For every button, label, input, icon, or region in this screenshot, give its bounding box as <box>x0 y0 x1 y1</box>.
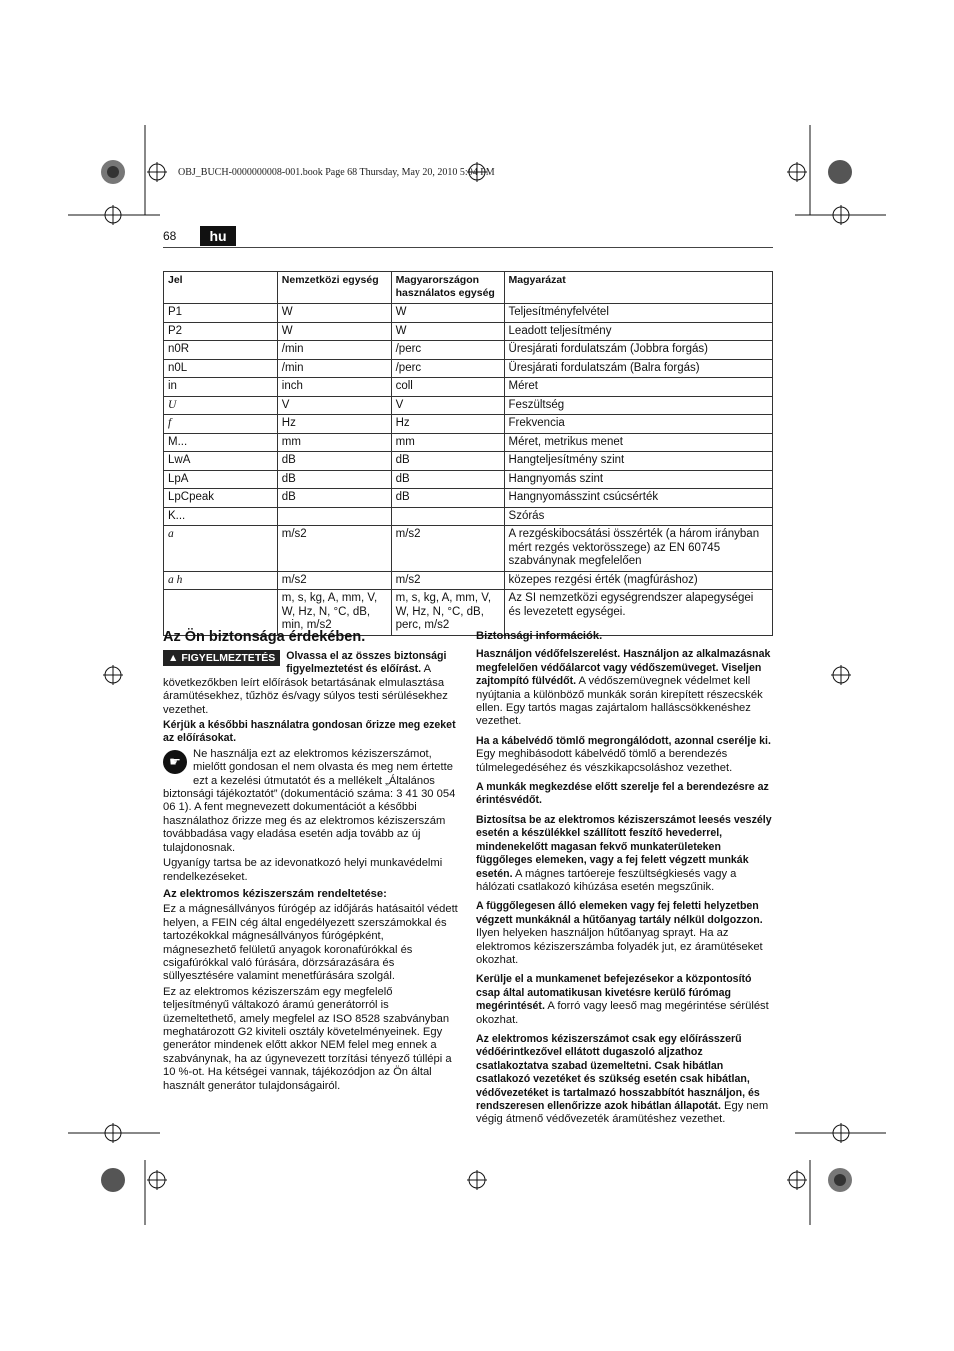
table-cell: Hangnyomásszint csúcsérték <box>504 489 772 508</box>
safety-paragraph: Ha a kábelvédő tömlő megrongálódott, azonnal cserélje ki. Egy meghibásodott kábelvédő tömlő a berendezés túlmelegedéséhez és vészkikapcsoláshoz vezethet. <box>476 734 771 774</box>
table-cell: dB <box>391 470 504 489</box>
table-cell: Méret, metrikus menet <box>504 433 772 452</box>
table-cell: K... <box>164 507 278 526</box>
table-cell: dB <box>391 452 504 471</box>
table-cell: LpA <box>164 470 278 489</box>
table-row <box>164 433 773 452</box>
table-cell: /perc <box>391 341 504 360</box>
table-cell: közepes rezgési érték (magfúráshoz) <box>504 571 772 590</box>
table-cell: M... <box>164 433 278 452</box>
right-column <box>476 630 773 1129</box>
page-number: 68 <box>163 229 177 243</box>
table-cell: Hz <box>391 415 504 434</box>
table-cell: n0L <box>164 359 278 378</box>
table-cell: Frekvencia <box>504 415 772 434</box>
safety-info-title: Biztonsági információk. <box>476 630 603 642</box>
table-cell: coll <box>391 378 504 397</box>
table-cell: Méret <box>504 378 772 397</box>
safety-paragraph: A függőlegesen álló elemeken vagy fej feletti helyzetben végzett munkáknál a hűtőanyag tartály nélkül dolgozzon. Ilyen helyeken használjon hűtőanyag sprayt. Ha az elektromos kéziszerszámba folyadék jut, ez áramütéseket okozhat. <box>476 900 763 966</box>
header-rule <box>163 247 773 248</box>
table-cell: W <box>391 322 504 341</box>
table-cell: mm <box>277 433 391 452</box>
purpose-title: Az elektromos kéziszerszám rendeltetése: <box>163 887 387 900</box>
table-cell: m/s2 <box>277 571 391 590</box>
table-cell: P1 <box>164 304 278 323</box>
manual-paragraph: ☛ Ne használja ezt az elektromos kéziszerszámot, mielőtt gondosan el nem olvasta és meg nem értette ezt a kezelési útmutatót és a mellékelt „Általános biztonsági tájékoztatót” (dokumentáció száma: 3 41 30 054 06 1). A fent megnevezett dokumentációt a későbbi használathoz őrizze meg és az elektromos kéziszerszám továbbadása vagy eladása esetén adja tovább az új tulajdonosnak. <box>163 747 456 854</box>
table-cell: dB <box>277 452 391 471</box>
table-cell: in <box>164 378 278 397</box>
read-manual-icon: ☛ <box>163 750 187 774</box>
table-cell: dB <box>391 489 504 508</box>
safety-paragraph: Használjon védőfelszerelést. Használjon az alkalmazásnak megfelelően védőálarcot vagy védőszemüveget. Viseljen zajtompító fülvédőt. A védőszemüvegnek védelmet kell nyújtania a különböző munkák során kirepített részecskék ellen. Egy tartós magas zajártalom halláscsökkenéshez vezethet. <box>476 648 771 728</box>
table-cell: A rezgéskibocsátási összérték (a három irányban mért rezgés vektorösszege) az EN 60745 szabványnak megfelelően <box>504 526 772 572</box>
table-cell: LpCpeak <box>164 489 278 508</box>
table-row <box>164 470 773 489</box>
safety-paragraph: Az elektromos kéziszerszámot csak egy előírásszerű védőérintkezővel ellátott dugaszoló aljzathoz csatlakoztatva szabad üzemeltetni. Csak hibátlan csatlakozó vezetéket és szükség esetén csak hibátlan, védővezetéket is tartalmazó hosszabbítót használjon, és rendszeresen ellenőrizze azok hibátlan állapotát. Egy nem végig átmenő védővezeték áramütéshez vezethet. <box>476 1032 769 1126</box>
table-row <box>164 341 773 360</box>
purpose-paragraph-1: Ez a mágnesállványos fúrógép az időjárás hatásaitól védett helyen, a FEIN cég által engedélyezett szerszámokkal és tartozékokkal mágnesállványos fúrógépként, mágnesezhető felületű anyagok koronafúrókkal és csigafúrókkal való fúrására, dörzsárazására és süllyesztésére valamint menetfúrására szolgál. <box>163 903 458 983</box>
warning-badge: ▲ FIGYELMEZTETÉS <box>163 650 280 666</box>
table-cell <box>391 507 504 526</box>
table-row <box>164 378 773 397</box>
table-row <box>164 359 773 378</box>
table-cell: Szórás <box>504 507 772 526</box>
left-column <box>163 628 459 1095</box>
table-cell: Leadott teljesítmény <box>504 322 772 341</box>
header-cell: Magyarázat <box>504 272 772 304</box>
table-cell: Üresjárati fordulatszám (Jobbra forgás) <box>504 341 772 360</box>
header-cell: Jel <box>164 272 278 304</box>
table-row <box>164 526 773 572</box>
table-header-row <box>164 272 773 304</box>
table-cell: /min <box>277 359 391 378</box>
symbols-table <box>163 271 773 636</box>
table-cell: V <box>391 396 504 415</box>
table-cell: Hz <box>277 415 391 434</box>
safety-paragraph: Biztosítsa be az elektromos kéziszerszámot leesés veszély esetén a készülékkel szállított feszítő hevederrel, mindenekelőtt magasan fekvő munkaterületeken függőleges elemeken, vagy a fej felett végzett munkák esetén. A mágnes tartóereje feszültségkiesés vagy a hálózati csatlakozó kihúzása esetén megszűnik. <box>476 813 772 893</box>
table-cell: U <box>164 396 278 415</box>
table-cell: /min <box>277 341 391 360</box>
table-row <box>164 489 773 508</box>
purpose-paragraph-2: Ez az elektromos kéziszerszám egy megfelelő teljesítményű váltakozó áramú generátorról is üzemeltethető, amely megfelel az ISO 8528 szabványban meghatározott G2 kiviteli osztály követelményeinek. Egy generátor mindenek előtt akkor NEM felel meg ennek a szabványnak, ha az úgynevezett torzítási tényező túllépi a 10 %-ot. Ha kétségei vannak, tájékozódjon az Ön által használt generátor tulajdonságairól. <box>163 985 452 1092</box>
safety-paragraph: A munkák megkezdése előtt szerelje fel a berendezésre az érintésvédőt. <box>476 781 769 807</box>
table-row <box>164 415 773 434</box>
table-row <box>164 396 773 415</box>
table-cell: a <box>164 526 278 572</box>
warning-triangle-icon: ▲ <box>168 652 182 664</box>
table-cell: dB <box>277 489 391 508</box>
table-cell: inch <box>277 378 391 397</box>
table-cell: Az SI nemzetközi egységrendszer alapegységei és levezetett egységei. <box>504 590 772 636</box>
table-cell: W <box>277 322 391 341</box>
table-cell: /perc <box>391 359 504 378</box>
table-row <box>164 571 773 590</box>
table-cell <box>277 507 391 526</box>
warning-paragraph: ▲ FIGYELMEZTETÉS Olvassa el az összes biztonsági figyelmeztetést és előírást. A következőkben leírt előírások betartásának elmulasztása áramütésekhez, tűzhöz és/vagy súlyos testi sérülésekhez vezethet. <box>163 650 448 716</box>
table-row <box>164 322 773 341</box>
table-cell: W <box>391 304 504 323</box>
table-cell: Teljesítményfelvétel <box>504 304 772 323</box>
table-cell: LwA <box>164 452 278 471</box>
table-cell: Üresjárati fordulatszám (Balra forgás) <box>504 359 772 378</box>
table-cell: P2 <box>164 322 278 341</box>
local-regulations: Ugyanígy tartsa be az idevonatkozó helyi munkavédelmi rendelkezéseket. <box>163 857 443 883</box>
header-cell: Nemzetközi egység <box>277 272 391 304</box>
keep-instructions: Kérjük a későbbi használatra gondosan őrizze meg ezeket az előírásokat. <box>163 719 456 745</box>
section-title: Az Ön biztonsága érdekében. <box>163 629 366 645</box>
table-cell: m/s2 <box>391 526 504 572</box>
language-badge: hu <box>200 226 236 246</box>
table-cell: m/s2 <box>391 571 504 590</box>
table-cell: m, s, kg, A, mm, V, W, Hz, N, °C, dB, perc, m/s2 <box>391 590 504 636</box>
table-cell: f <box>164 415 278 434</box>
table-cell: dB <box>277 470 391 489</box>
header-cell: Magyarországon használatos egység <box>391 272 504 304</box>
table-cell: W <box>277 304 391 323</box>
table-cell: a h <box>164 571 278 590</box>
table-cell: n0R <box>164 341 278 360</box>
table-cell: V <box>277 396 391 415</box>
table-row <box>164 452 773 471</box>
table-cell: m, s, kg, A, mm, V, W, Hz, N, °C, dB, min, m/s2 <box>277 590 391 636</box>
table-cell: Feszültség <box>504 396 772 415</box>
table-row <box>164 507 773 526</box>
table-cell: m/s2 <box>277 526 391 572</box>
table-cell: Hangnyomás szint <box>504 470 772 489</box>
table-cell: Hangteljesítmény szint <box>504 452 772 471</box>
print-slug: OBJ_BUCH-0000000008-001.book Page 68 Thursday, May 20, 2010 5:04 PM <box>178 167 495 178</box>
table-row <box>164 304 773 323</box>
table-cell: mm <box>391 433 504 452</box>
safety-paragraph: Kerülje el a munkamenet befejezésekor a központosító csap által automatikusan kivetésre kerülő fúrómag megérintését. A forró vagy leeső mag megérintése sérülést okozhat. <box>476 973 769 1026</box>
